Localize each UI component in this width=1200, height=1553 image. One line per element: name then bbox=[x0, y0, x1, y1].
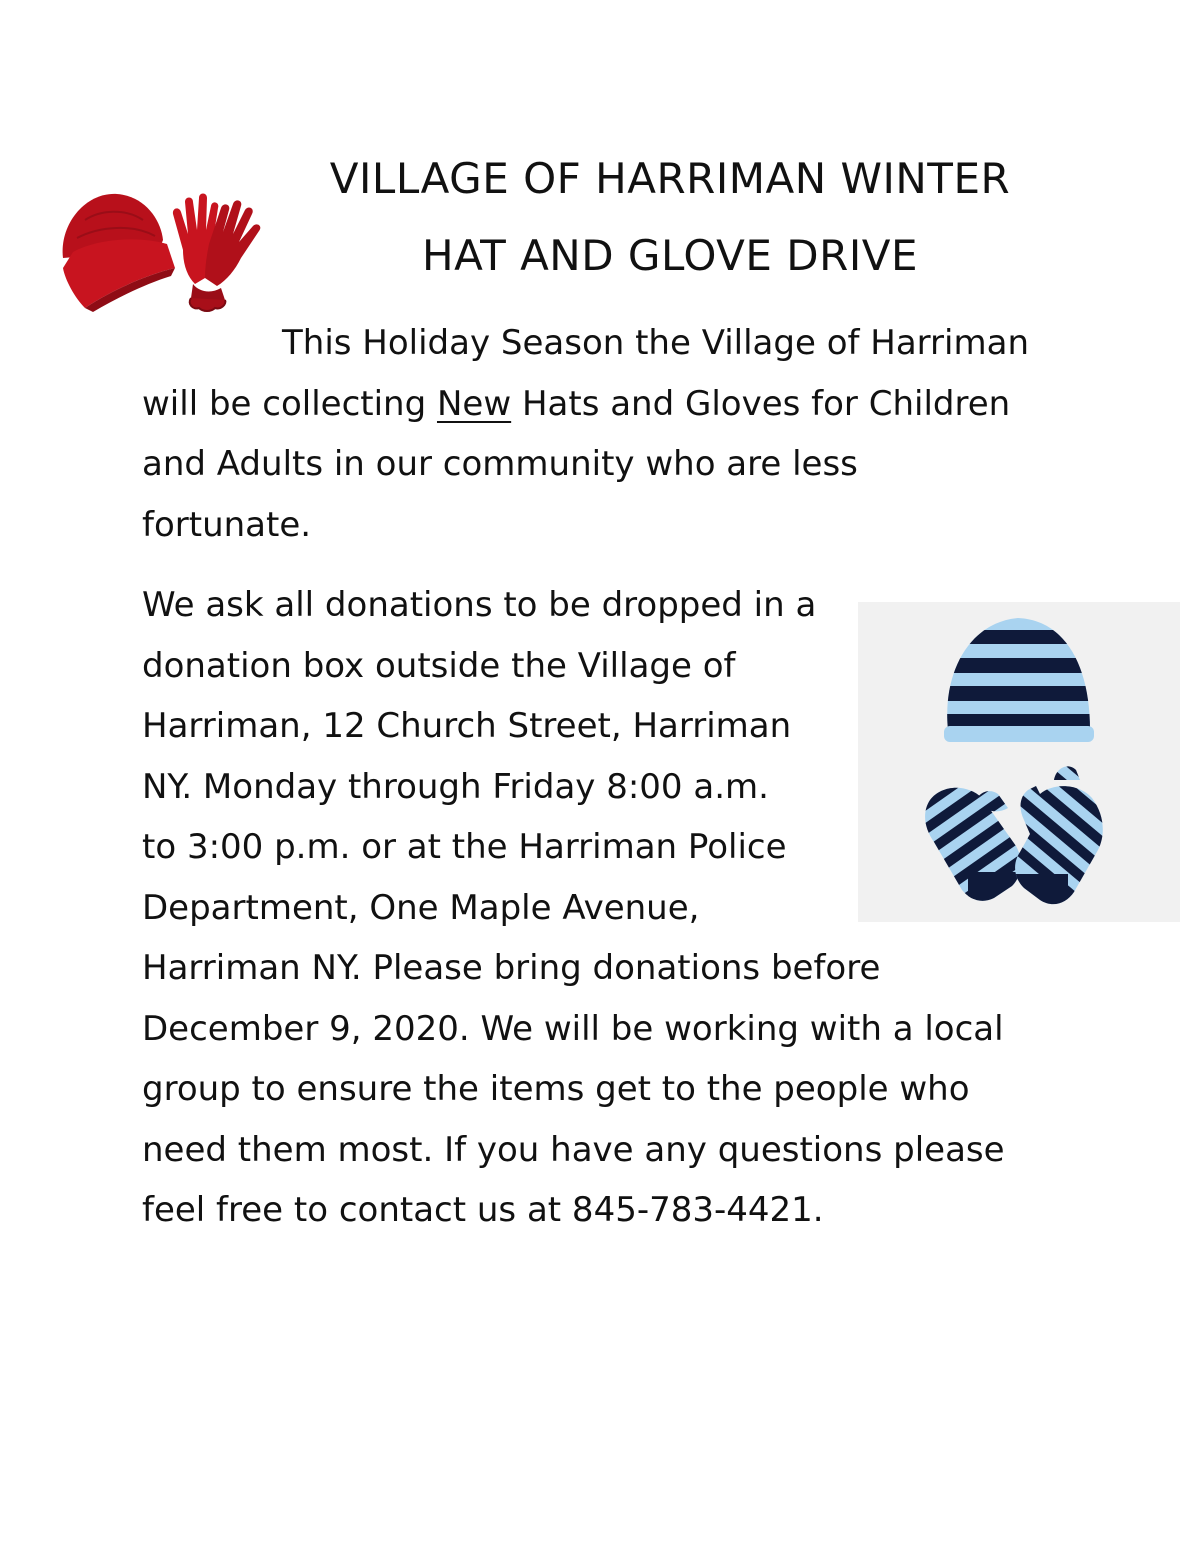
intro-line-2 bbox=[142, 374, 1062, 435]
striped-hat-mittens-icon bbox=[858, 602, 1180, 922]
donation-line: Department, One Maple Avenue, bbox=[142, 887, 700, 928]
red-gloves-icon bbox=[173, 194, 260, 312]
intro-line-4: fortunate. bbox=[142, 504, 312, 545]
intro-paragraph bbox=[142, 313, 1062, 555]
striped-mittens-icon bbox=[876, 734, 1173, 922]
donation-line: group to ensure the items get to the people who bbox=[142, 1069, 970, 1109]
red-hat-icon bbox=[63, 194, 175, 312]
donation-line: to 3:00 p.m. or at the Harriman Police bbox=[142, 827, 787, 867]
donation-line: Harriman, 12 Church Street, Harriman bbox=[142, 706, 792, 746]
intro-line-2-start: will be collecting bbox=[142, 383, 437, 424]
new-emphasis: New bbox=[436, 383, 512, 424]
flyer-title-line1: VILLAGE OF HARRIMAN WINTER bbox=[329, 154, 1011, 203]
donation-line: We ask all donations to be dropped in a bbox=[142, 585, 817, 625]
donation-line: December 9, 2020. We will be working with a local bbox=[142, 1008, 1004, 1049]
intro-line-3: and Adults in our community who are less bbox=[142, 444, 858, 484]
intro-line-2-end: Hats and Gloves for Children bbox=[511, 383, 1011, 424]
contact-line: feel free to contact us at 845-783-4421. bbox=[142, 1190, 824, 1230]
donation-line: need them most. If you have any questions please bbox=[142, 1129, 1005, 1170]
donation-line: donation box outside the Village of bbox=[142, 645, 736, 686]
striped-hat-icon bbox=[938, 602, 1108, 742]
donation-line: NY. Monday through Friday 8:00 a.m. bbox=[142, 766, 769, 807]
intro-line-1: This Holiday Season the Village of Harriman bbox=[282, 323, 1029, 363]
donation-line: Harriman NY. Please bring donations before bbox=[142, 948, 881, 988]
blue-hat-mittens-image bbox=[858, 602, 1180, 922]
red-hat-gloves-icon bbox=[55, 180, 265, 315]
flyer-title-line2: HAT AND GLOVE DRIVE bbox=[422, 231, 918, 280]
